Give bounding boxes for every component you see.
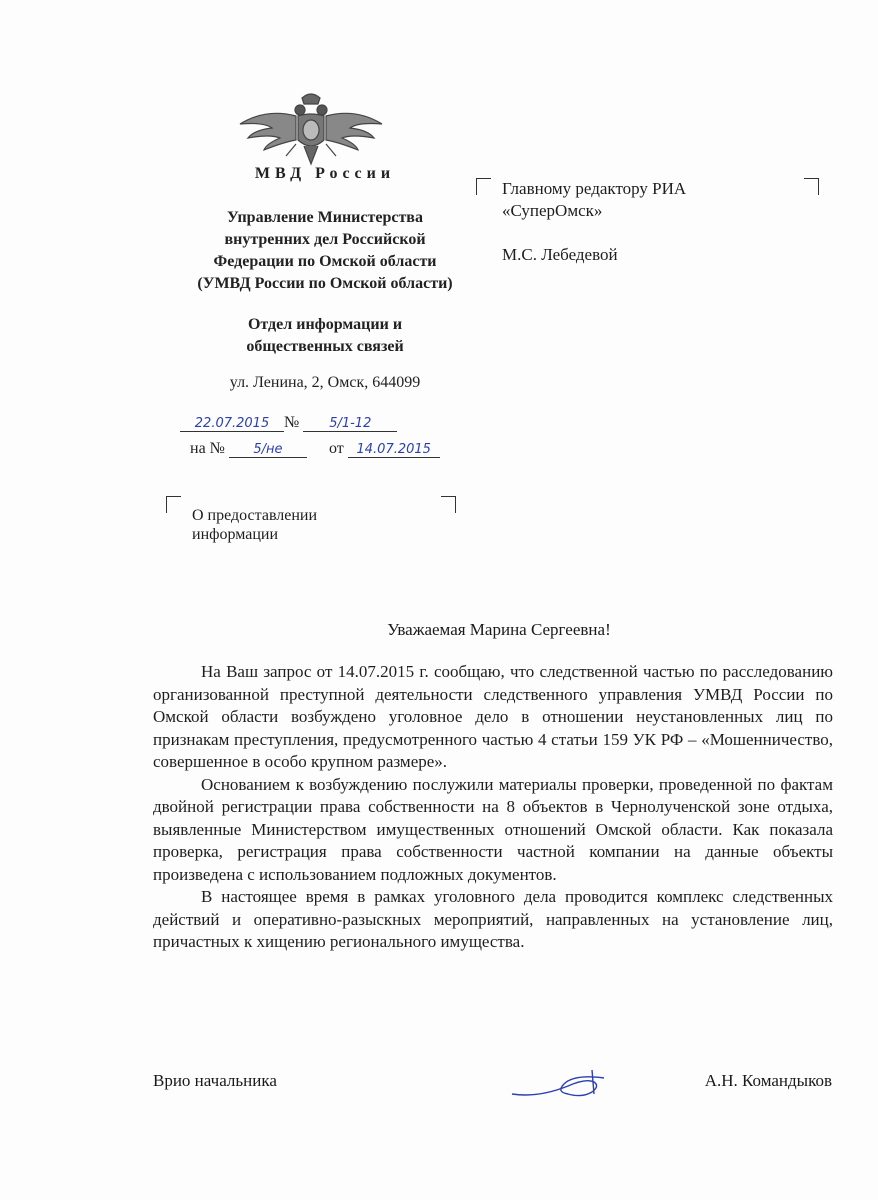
addressee-spacer — [502, 222, 686, 244]
handwritten-signature-icon — [508, 1064, 612, 1102]
number-label: № — [284, 414, 300, 431]
org-line: Управление Министерства — [227, 209, 423, 226]
outgoing-registration — [180, 414, 397, 432]
signatory-name: А.Н. Командыков — [704, 1071, 832, 1090]
outgoing-number: 5/1-12 — [303, 416, 397, 432]
org-line: (УМВД России по Омской области) — [197, 275, 453, 292]
from-label: от — [328, 440, 344, 457]
addressee-bracket-left — [476, 178, 491, 195]
subject-line: О предоставлении — [192, 507, 318, 524]
greeting: Уважаемая Марина Сергеевна! — [387, 620, 611, 639]
dept-line: Отдел информации и — [247, 316, 403, 333]
reply-date: 14.07.2015 — [348, 442, 440, 458]
reply-number: 5/не — [229, 442, 307, 458]
subject-block — [192, 506, 317, 544]
organization-address: ул. Ленина, 2, Омск, 644099 — [229, 374, 421, 391]
organization-name — [170, 207, 480, 295]
signatory-role: Врио начальника — [153, 1071, 277, 1090]
addressee-line: М.С. Лебедевой — [502, 245, 618, 264]
outgoing-date: 22.07.2015 — [180, 416, 284, 432]
incoming-reference — [190, 440, 440, 458]
ministry-title: МВД России — [254, 165, 396, 182]
subject-bracket-right — [441, 496, 456, 513]
org-line: Федерации по Омской области — [213, 253, 437, 270]
addressee-line: Главному редактору РИА — [502, 179, 687, 198]
letter-body — [153, 661, 833, 954]
addressee-block — [502, 178, 686, 266]
body-paragraph: Основанием к возбуждению послужили материалы проверки, проведенной по фактам двойной регистрации права собственности на 8 объектов в Чернолученской зоне отдыха, выявленные Министерством имущественных отношений Омской области. Как показала проверка, регистрация права собственности частной компании на данные объекты произведена с использованием подложных документов. — [153, 774, 833, 884]
body-paragraph: На Ваш запрос от 14.07.2015 г. сообщаю, что следственной частью по расследованию организованной преступной деятельности следственного управления УМВД России по Омской области возбуждено уголовное дело в отношении неустановленных лиц по признакам преступления, предусмотренного частью 4 статьи 159 УК РФ – «Мошенничество, совершенное в особо крупном размере». — [153, 662, 833, 771]
addressee-bracket-right — [804, 178, 819, 195]
body-paragraph: В настоящее время в рамках уголовного дела проводится комплекс следственных действий и оперативно-разыскных мероприятий, направленных на установление лиц, причастных к хищению регионального имущества. — [153, 887, 833, 951]
addressee-line: «СуперОмск» — [502, 201, 603, 220]
subject-bracket-left — [166, 496, 181, 513]
reply-number-label: на № — [190, 440, 225, 457]
department-name — [170, 314, 480, 358]
double-headed-eagle-emblem-icon — [236, 88, 386, 168]
dept-line: общественных связей — [246, 338, 404, 355]
subject-line: информации — [192, 526, 279, 543]
org-line: внутренних дел Российской — [224, 231, 426, 248]
